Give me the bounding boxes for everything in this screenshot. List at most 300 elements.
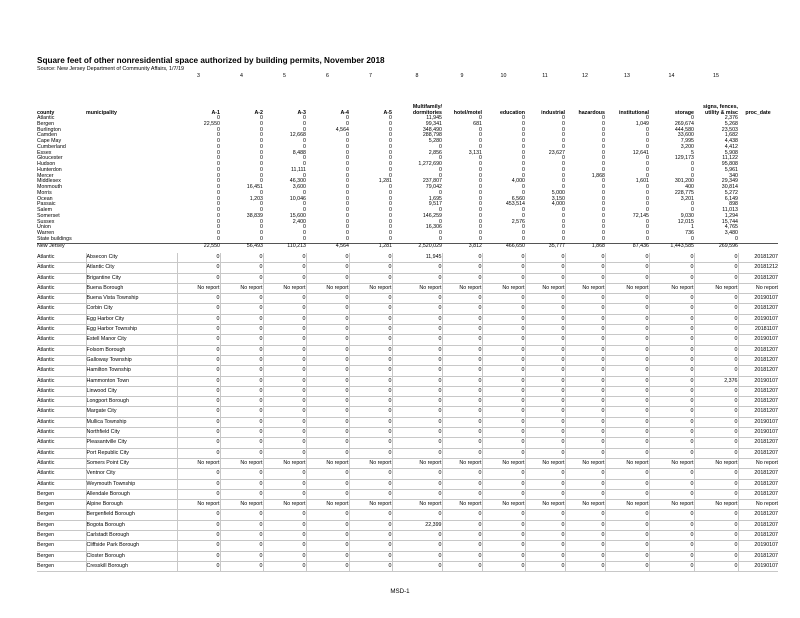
value-cell: 0	[525, 376, 565, 386]
value-cell: 0	[562, 161, 565, 168]
value-cell: 0	[263, 479, 306, 489]
value-cell: No report	[525, 283, 565, 293]
value-cell: 5,961	[724, 166, 738, 173]
value-cell: 0	[691, 172, 694, 179]
value-cell: 0	[691, 161, 694, 168]
value-cell: 0	[217, 149, 220, 156]
value-cell: 0	[439, 143, 442, 150]
value-cell: 0	[220, 489, 263, 499]
municipality-row	[37, 469, 778, 479]
value-cell: 0	[482, 294, 525, 304]
value-cell: 0	[649, 448, 694, 458]
municipality-name: Alpine Borough	[86, 500, 177, 510]
value-cell: 0	[525, 407, 565, 417]
page-footer: MSD-1	[390, 588, 410, 595]
value-cell: 0	[694, 397, 738, 407]
value-cell: 0	[562, 155, 565, 162]
municipality-name: Hammonton Town	[86, 376, 177, 386]
value-cell: 0	[605, 386, 649, 396]
value-cell: 0	[263, 551, 306, 561]
value-cell: 0	[349, 428, 392, 438]
value-cell: 0	[605, 561, 649, 571]
column-header-3: A-3	[297, 109, 306, 116]
value-cell: 0	[565, 520, 605, 530]
value-cell: 0	[482, 397, 525, 407]
value-cell: 2,520,029	[392, 243, 442, 249]
value-cell: 0	[525, 531, 565, 541]
proc-date: 20181207	[738, 520, 778, 530]
municipality-row	[37, 438, 778, 448]
value-cell: 466,650	[482, 243, 525, 249]
value-cell: 0	[177, 510, 220, 520]
value-cell: 0	[260, 149, 263, 156]
value-cell: 0	[565, 325, 605, 335]
value-cell: 0	[220, 448, 263, 458]
value-cell: 0	[392, 469, 442, 479]
proc-date: 20190107	[738, 294, 778, 304]
value-cell: 0	[694, 479, 738, 489]
value-cell: 0	[525, 325, 565, 335]
value-cell: 0	[349, 448, 392, 458]
value-cell: No report	[482, 458, 525, 468]
value-cell: 0	[177, 551, 220, 561]
county-name: Atlantic	[37, 335, 86, 345]
value-cell: 0	[217, 166, 220, 173]
value-cell: 0	[349, 407, 392, 417]
value-cell: 0	[217, 230, 220, 237]
municipality-row	[37, 479, 778, 489]
state-total-row	[37, 243, 778, 249]
value-cell: 0	[392, 479, 442, 489]
value-cell: 0	[442, 355, 482, 365]
municipality-name: Mullica Township	[86, 417, 177, 427]
value-cell: 0	[482, 345, 525, 355]
municipality-row	[37, 541, 778, 551]
value-cell: 0	[349, 438, 392, 448]
value-cell: 228,775	[674, 189, 694, 196]
value-cell: 0	[217, 224, 220, 231]
value-cell: 0	[260, 178, 263, 185]
value-cell: 0	[220, 304, 263, 314]
county-name: Bergen	[37, 510, 86, 520]
value-cell: 0	[649, 294, 694, 304]
value-cell: 0	[522, 155, 525, 162]
value-cell: 0	[605, 551, 649, 561]
municipality-row	[37, 253, 778, 263]
value-cell: 11,111	[290, 166, 306, 173]
value-cell: 1,443,585	[649, 243, 694, 249]
value-cell: 0	[439, 218, 442, 225]
value-cell: 0	[482, 510, 525, 520]
county-name: Warren	[37, 230, 55, 237]
value-cell: 87,436	[605, 243, 649, 249]
value-cell: 0	[482, 531, 525, 541]
value-cell: 0	[392, 531, 442, 541]
value-cell: 0	[565, 561, 605, 571]
value-cell: 0	[442, 428, 482, 438]
value-cell: 0	[263, 407, 306, 417]
value-cell: 0	[220, 314, 263, 324]
value-cell: 99,341	[425, 120, 442, 127]
proc-date: 20190107	[738, 376, 778, 386]
value-cell: 0	[605, 397, 649, 407]
value-cell: 0	[482, 438, 525, 448]
value-cell: 0	[439, 189, 442, 196]
county-name: Bergen	[37, 120, 55, 127]
value-cell: 0	[562, 218, 565, 225]
value-cell: 0	[525, 397, 565, 407]
value-cell: 11,945	[392, 253, 442, 263]
value-cell: 0	[649, 520, 694, 530]
value-cell: 0	[479, 230, 482, 237]
county-name: Atlantic	[37, 479, 86, 489]
value-cell: 0	[392, 263, 442, 273]
value-cell: 0	[565, 263, 605, 273]
municipality-header: municipality	[86, 109, 117, 116]
value-cell: 0	[217, 184, 220, 191]
value-cell: 10,046	[289, 195, 306, 202]
value-cell: 12,641	[632, 149, 649, 156]
value-cell: 0	[392, 438, 442, 448]
value-cell: 0	[306, 448, 349, 458]
value-cell: 0	[525, 345, 565, 355]
value-cell: 0	[694, 273, 738, 283]
value-cell: 0	[349, 355, 392, 365]
value-cell: 348,490	[422, 126, 442, 133]
county-name: Atlantic	[37, 397, 86, 407]
value-cell: 0	[691, 166, 694, 173]
proc-date: 20190107	[738, 541, 778, 551]
value-cell: 0	[649, 551, 694, 561]
value-cell: 4,564	[335, 126, 349, 133]
value-cell: 0	[694, 469, 738, 479]
value-cell: 0	[605, 438, 649, 448]
spacer-cell	[37, 74, 86, 84]
value-cell: No report	[220, 500, 263, 510]
value-cell: 0	[260, 172, 263, 179]
value-cell: 0	[694, 304, 738, 314]
value-cell: 0	[482, 428, 525, 438]
value-cell: 0	[263, 428, 306, 438]
value-cell: 0	[177, 314, 220, 324]
value-cell: 0	[649, 335, 694, 345]
county-name: Atlantic	[37, 263, 86, 273]
county-name: Bergen	[37, 561, 86, 571]
value-cell: 0	[442, 335, 482, 345]
proc-date: 20190107	[738, 314, 778, 324]
proc-date: 20181207	[738, 551, 778, 561]
value-cell: 0	[306, 561, 349, 571]
value-cell: 0	[694, 520, 738, 530]
value-cell: 0	[605, 417, 649, 427]
value-cell: 3,201	[680, 195, 694, 202]
value-cell: 0	[217, 126, 220, 133]
value-cell: 0	[263, 376, 306, 386]
value-cell: 0	[694, 489, 738, 499]
value-cell: 1,203	[249, 195, 263, 202]
municipality-name: Estell Manor City	[86, 335, 177, 345]
value-cell: No report	[442, 458, 482, 468]
value-cell: 0	[220, 561, 263, 571]
value-cell: 0	[306, 520, 349, 530]
value-cell: 0	[479, 126, 482, 133]
value-cell: 0	[562, 235, 565, 242]
county-name: Bergen	[37, 551, 86, 561]
value-cell: 0	[346, 218, 349, 225]
value-cell: 9,517	[428, 201, 442, 208]
value-cell: 0	[346, 212, 349, 219]
value-cell: 0	[522, 126, 525, 133]
value-cell: 0	[602, 230, 605, 237]
value-cell: 0	[525, 551, 565, 561]
value-cell: 0	[565, 335, 605, 345]
column-number: 10	[500, 73, 507, 79]
value-cell: No report	[649, 458, 694, 468]
value-cell: 0	[649, 386, 694, 396]
value-cell: 0	[303, 230, 306, 237]
value-cell: 0	[392, 417, 442, 427]
value-cell: 0	[220, 345, 263, 355]
value-cell: 0	[217, 178, 220, 185]
proc-date: 20181207	[738, 489, 778, 499]
value-cell: 0	[217, 201, 220, 208]
column-header-9: industrial	[541, 109, 565, 116]
value-cell: 7,995	[680, 138, 694, 145]
value-cell: 0	[220, 397, 263, 407]
value-cell: 0	[306, 469, 349, 479]
value-cell: 0	[220, 510, 263, 520]
value-cell: 0	[479, 143, 482, 150]
value-cell: 0	[565, 510, 605, 520]
value-cell: 0	[177, 386, 220, 396]
municipality-name: Galloway Township	[86, 355, 177, 365]
value-cell: No report	[442, 500, 482, 510]
value-cell: 0	[263, 304, 306, 314]
value-cell: 0	[649, 417, 694, 427]
value-cell: 0	[565, 397, 605, 407]
value-cell: 0	[522, 230, 525, 237]
value-cell: 0	[694, 417, 738, 427]
value-cell: 0	[217, 161, 220, 168]
municipality-name: Absecon City	[86, 253, 177, 263]
value-cell: 0	[482, 263, 525, 273]
value-cell: 79,042	[425, 184, 442, 191]
value-cell: 0	[177, 417, 220, 427]
value-cell: 0	[306, 386, 349, 396]
value-cell: 0	[479, 166, 482, 173]
value-cell: 0	[479, 195, 482, 202]
value-cell: 0	[306, 253, 349, 263]
proc-date: 20181207	[738, 510, 778, 520]
proc-date: No report	[738, 500, 778, 510]
value-cell: 0	[177, 273, 220, 283]
proc-date: 20181207	[738, 273, 778, 283]
value-cell: 0	[392, 335, 442, 345]
municipality-row	[37, 520, 778, 530]
county-name: Cumberland	[37, 143, 66, 150]
value-cell: 0	[691, 207, 694, 214]
value-cell: 0	[522, 166, 525, 173]
value-cell: 0	[263, 469, 306, 479]
value-cell: 0	[562, 115, 565, 122]
value-cell: 5,000	[551, 189, 565, 196]
value-cell: 0	[392, 510, 442, 520]
county-name: Atlantic	[37, 438, 86, 448]
spacer-cell	[738, 74, 778, 84]
proc-date: 20181207	[738, 479, 778, 489]
value-cell: 0	[605, 345, 649, 355]
value-cell: 0	[306, 304, 349, 314]
proc-date: 20181207	[738, 448, 778, 458]
value-cell: 0	[565, 531, 605, 541]
value-cell: 0	[349, 263, 392, 273]
value-cell: 0	[263, 273, 306, 283]
value-cell: 15,600	[289, 212, 306, 219]
value-cell: 0	[565, 407, 605, 417]
column-header-12: storage	[674, 109, 694, 116]
value-cell: 0	[646, 143, 649, 150]
value-cell: No report	[694, 458, 738, 468]
value-cell: 0	[177, 263, 220, 273]
value-cell: 0	[602, 132, 605, 139]
value-cell: 0	[389, 172, 392, 179]
value-cell: 0	[263, 397, 306, 407]
county-name: Bergen	[37, 541, 86, 551]
value-cell: 12,668	[289, 132, 306, 139]
value-cell: 0	[482, 469, 525, 479]
value-cell: 0	[525, 366, 565, 376]
value-cell: 0	[649, 355, 694, 365]
value-cell: 0	[392, 325, 442, 335]
value-cell: 0	[565, 345, 605, 355]
value-cell: 0	[349, 253, 392, 263]
value-cell: 0	[392, 355, 442, 365]
value-cell: No report	[392, 283, 442, 293]
value-cell: 0	[217, 195, 220, 202]
value-cell: 0	[263, 520, 306, 530]
value-cell: 0	[263, 448, 306, 458]
value-cell: 0	[442, 345, 482, 355]
municipality-row	[37, 551, 778, 561]
value-cell: 301,200	[674, 178, 694, 185]
value-cell: 0	[177, 479, 220, 489]
value-cell: 0	[562, 212, 565, 219]
value-cell: 0	[694, 366, 738, 376]
value-cell: 0	[177, 294, 220, 304]
value-cell: 0	[349, 273, 392, 283]
value-cell: 2,576	[511, 218, 525, 225]
value-cell: 11,122	[722, 155, 738, 162]
value-cell: 0	[260, 126, 263, 133]
value-cell: 0	[605, 469, 649, 479]
value-cell: 288,798	[422, 132, 442, 139]
value-cell: 0	[565, 273, 605, 283]
county-name: Burlington	[37, 126, 61, 133]
proc-date: 20181207	[738, 531, 778, 541]
municipality-name: Bogota Borough	[86, 520, 177, 530]
county-name: Atlantic	[37, 448, 86, 458]
value-cell: No report	[525, 500, 565, 510]
value-cell: 0	[346, 161, 349, 168]
value-cell: 0	[562, 230, 565, 237]
value-cell: 0	[649, 479, 694, 489]
value-cell: 0	[442, 263, 482, 273]
value-cell: 0	[439, 166, 442, 173]
value-cell: 0	[565, 304, 605, 314]
value-cell: 0	[605, 510, 649, 520]
value-cell: 0	[482, 376, 525, 386]
value-cell: 0	[349, 551, 392, 561]
county-name: Hunterdon	[37, 166, 62, 173]
spacer-cell	[86, 243, 177, 249]
value-cell: 0	[522, 115, 525, 122]
municipality-name: Brigantine City	[86, 273, 177, 283]
value-cell: 0	[306, 531, 349, 541]
value-cell: 0	[565, 428, 605, 438]
value-cell: 0	[646, 195, 649, 202]
value-cell: 0	[602, 201, 605, 208]
value-cell: 736	[685, 230, 694, 237]
county-name: Salem	[37, 207, 53, 214]
county-name: Atlantic	[37, 345, 86, 355]
column-number: 12	[582, 73, 588, 79]
value-cell: 0	[263, 438, 306, 448]
value-cell: 0	[346, 189, 349, 196]
value-cell: 0	[649, 510, 694, 520]
value-cell: 6,560	[511, 195, 525, 202]
municipality-name: Margate City	[86, 407, 177, 417]
value-cell: 0	[220, 428, 263, 438]
value-cell: 0	[263, 355, 306, 365]
value-cell: 0	[303, 235, 306, 242]
municipality-row	[37, 335, 778, 345]
value-cell: 0	[565, 366, 605, 376]
value-cell: 0	[562, 143, 565, 150]
value-cell: 3,600	[292, 184, 306, 191]
value-cell: No report	[306, 458, 349, 468]
value-cell: 0	[442, 510, 482, 520]
value-cell: 38,839	[246, 212, 263, 219]
value-cell: 0	[389, 126, 392, 133]
value-cell: 0	[392, 551, 442, 561]
value-cell: 0	[565, 489, 605, 499]
value-cell: 0	[349, 531, 392, 541]
value-cell: 269,596	[694, 243, 738, 249]
value-cell: No report	[565, 500, 605, 510]
value-cell: 0	[306, 541, 349, 551]
value-cell: No report	[605, 458, 649, 468]
municipality-name: Longport Borough	[86, 397, 177, 407]
municipality-row	[37, 325, 778, 335]
value-cell: 0	[649, 438, 694, 448]
column-number: 3	[197, 73, 200, 79]
county-name: Middlesex	[37, 178, 61, 185]
value-cell: 0	[263, 325, 306, 335]
value-cell: 0	[649, 541, 694, 551]
value-cell: 16,451	[246, 184, 263, 191]
value-cell: 0	[260, 132, 263, 139]
value-cell: 0	[306, 314, 349, 324]
value-cell: No report	[220, 458, 263, 468]
municipality-row	[37, 397, 778, 407]
value-cell: 0	[646, 172, 649, 179]
value-cell: 0	[177, 407, 220, 417]
value-cell: 0	[602, 149, 605, 156]
value-cell: 1,682	[724, 132, 738, 139]
value-cell: 0	[605, 263, 649, 273]
report-source: Source: New Jersey Department of Community Affairs, 1/7/19	[37, 66, 185, 72]
value-cell: No report	[177, 500, 220, 510]
